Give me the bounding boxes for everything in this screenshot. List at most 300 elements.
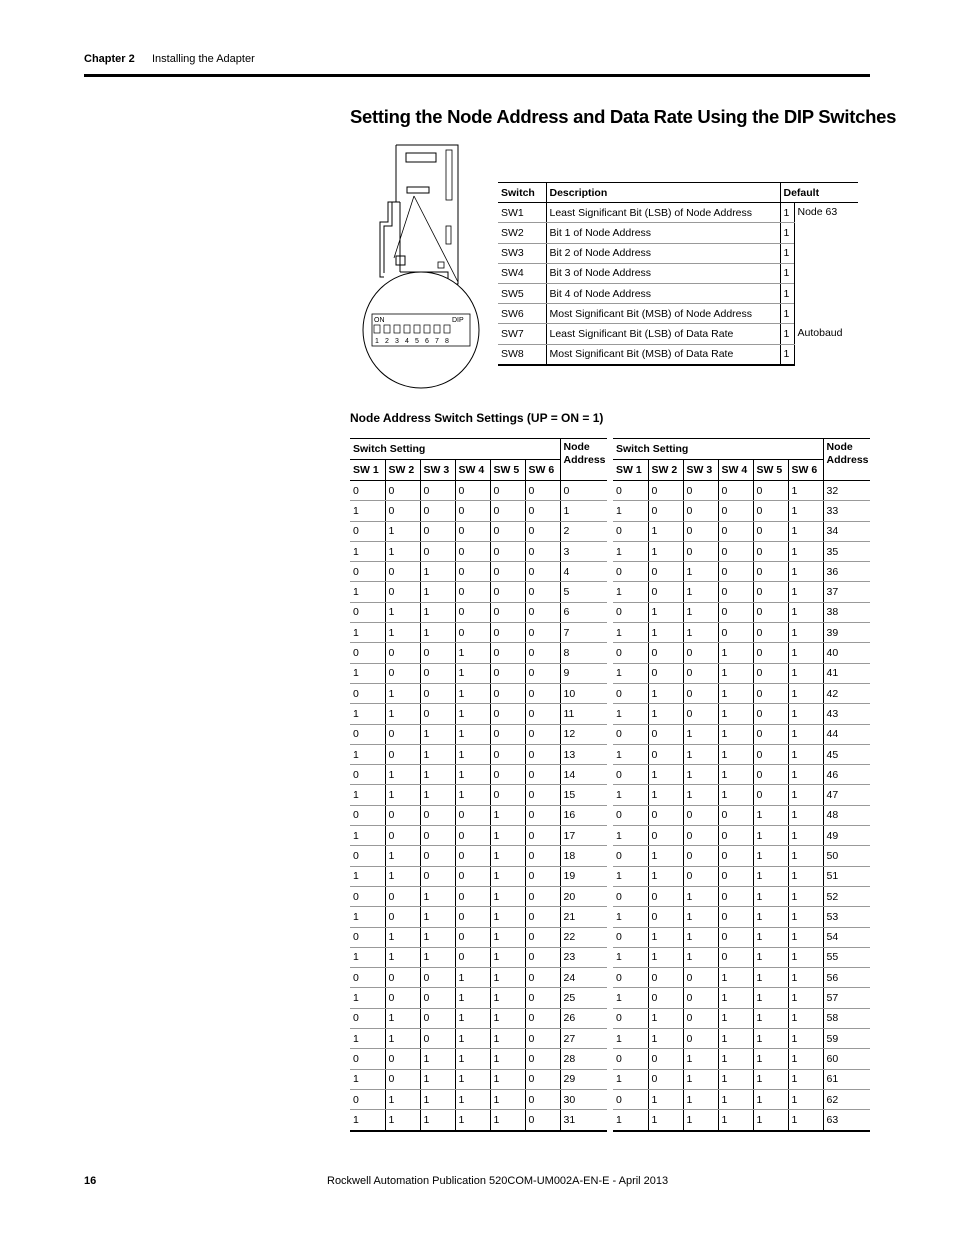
switch-value-cell: 1 — [718, 663, 753, 683]
switch-cell: SW8 — [498, 344, 546, 365]
switch-value-cell: 0 — [385, 582, 420, 602]
table-caption: Node Address Switch Settings (UP = ON = 1) — [350, 411, 604, 425]
switch-value-cell: 0 — [350, 846, 385, 866]
table-row — [498, 203, 858, 223]
switch-value-cell: 0 — [455, 846, 490, 866]
switch-value-cell: 0 — [385, 663, 420, 683]
switch-value-cell: 0 — [490, 602, 525, 622]
table-row — [350, 602, 607, 622]
switch-value-cell: 1 — [648, 541, 683, 561]
switch-value-cell: 1 — [648, 866, 683, 886]
switch-value-cell: 0 — [350, 683, 385, 703]
switch-value-cell: 1 — [788, 501, 823, 521]
node-address-cell: 29 — [560, 1069, 607, 1089]
switch-value-cell: 0 — [490, 765, 525, 785]
table-row — [613, 826, 870, 846]
switch-value-cell: 0 — [455, 481, 490, 501]
switch-value-cell: 0 — [490, 704, 525, 724]
switch-value-cell: 0 — [648, 988, 683, 1008]
switch-value-cell: 1 — [420, 1110, 455, 1131]
switch-value-cell: 1 — [455, 988, 490, 1008]
switch-value-cell: 1 — [753, 805, 788, 825]
table-row — [350, 724, 607, 744]
switch-value-cell: 1 — [385, 947, 420, 967]
node-address-cell: 50 — [823, 846, 870, 866]
description-cell: Least Significant Bit (LSB) of Node Address — [546, 203, 780, 223]
switch-value-cell: 0 — [613, 521, 648, 541]
switch-value-cell: 0 — [350, 1008, 385, 1028]
switch-value-cell: 1 — [455, 968, 490, 988]
switch-value-cell: 0 — [455, 826, 490, 846]
switch-value-cell: 1 — [788, 765, 823, 785]
switch-value-cell: 1 — [683, 765, 718, 785]
node-address-cell: 14 — [560, 765, 607, 785]
switch-value-cell: 1 — [648, 602, 683, 622]
table-row — [613, 683, 870, 703]
table-row — [613, 805, 870, 825]
switch-value-cell: 1 — [753, 947, 788, 967]
switch-value-cell: 0 — [490, 663, 525, 683]
switch-value-cell: 0 — [490, 623, 525, 643]
switch-value-cell: 1 — [420, 1089, 455, 1109]
switch-value-cell: 0 — [525, 785, 560, 805]
switch-value-cell: 1 — [385, 765, 420, 785]
switch-value-cell: 0 — [525, 582, 560, 602]
switch-value-cell: 0 — [385, 501, 420, 521]
switch-value-cell: 1 — [490, 1110, 525, 1131]
switch-value-cell: 1 — [613, 1029, 648, 1049]
switch-value-cell: 0 — [420, 501, 455, 521]
node-address-cell: 19 — [560, 866, 607, 886]
node-address-cell: 30 — [560, 1089, 607, 1109]
switch-value-cell: 0 — [753, 724, 788, 744]
node-address-cell: 55 — [823, 947, 870, 967]
table-row — [613, 1089, 870, 1109]
page-number: 16 — [84, 1175, 97, 1187]
switch-value-cell: 1 — [385, 927, 420, 947]
switch-value-cell: 1 — [490, 805, 525, 825]
node-address-cell: 35 — [823, 541, 870, 561]
switch-value-cell: 1 — [788, 602, 823, 622]
switch-value-cell: 0 — [648, 481, 683, 501]
switch-value-cell: 1 — [788, 866, 823, 886]
switch-value-cell: 1 — [788, 744, 823, 764]
switch-value-cell: 1 — [613, 663, 648, 683]
switch-value-cell: 1 — [648, 765, 683, 785]
switch-value-cell: 1 — [718, 683, 753, 703]
switch-value-cell: 1 — [420, 1049, 455, 1069]
switch-value-cell: 0 — [753, 623, 788, 643]
switch-value-cell: 0 — [350, 643, 385, 663]
node-address-cell: 8 — [560, 643, 607, 663]
node-address-cell: 3 — [560, 541, 607, 561]
table-row — [350, 1049, 607, 1069]
node-address-cell: 57 — [823, 988, 870, 1008]
switch-value-cell: 0 — [718, 501, 753, 521]
switch-value-cell: 1 — [788, 968, 823, 988]
switch-value-cell: 1 — [613, 866, 648, 886]
description-cell: Bit 3 of Node Address — [546, 263, 780, 283]
default-cell: 1 — [780, 283, 794, 303]
switch-value-cell: 0 — [525, 562, 560, 582]
switch-value-cell: 0 — [525, 927, 560, 947]
switch-value-cell: 0 — [648, 663, 683, 683]
switch-value-cell: 1 — [683, 602, 718, 622]
table-row — [613, 1069, 870, 1089]
switch-value-cell: 1 — [753, 968, 788, 988]
switch-value-cell: 0 — [385, 744, 420, 764]
switch-value-cell: 0 — [525, 1089, 560, 1109]
node-address-cell: 10 — [560, 683, 607, 703]
switch-value-cell: 1 — [753, 1089, 788, 1109]
switch-value-cell: 1 — [718, 1089, 753, 1109]
switch-value-cell: 0 — [683, 846, 718, 866]
node-address-cell: 63 — [823, 1110, 870, 1131]
switch-cell: SW1 — [498, 203, 546, 223]
switch-value-cell: 0 — [525, 1049, 560, 1069]
switch-value-cell: 1 — [350, 501, 385, 521]
switch-value-cell: 0 — [350, 765, 385, 785]
header-rule — [84, 74, 870, 77]
switch-value-cell: 0 — [490, 582, 525, 602]
node-address-cell: 56 — [823, 968, 870, 988]
switch-value-cell: 0 — [613, 1089, 648, 1109]
switch-value-cell: 0 — [525, 826, 560, 846]
switch-value-cell: 1 — [420, 947, 455, 967]
switch-value-cell: 1 — [788, 704, 823, 724]
section-label: Installing the Adapter — [152, 53, 255, 65]
switch-value-cell: 1 — [683, 1049, 718, 1069]
switch-value-cell: 1 — [753, 1069, 788, 1089]
switch-value-cell: 1 — [490, 1029, 525, 1049]
switch-value-cell: 0 — [525, 907, 560, 927]
switch-value-cell: 0 — [683, 501, 718, 521]
publication-footer: Rockwell Automation Publication 520COM-UM002A-EN-E - April 2013 — [327, 1175, 669, 1187]
switch-value-cell: 1 — [718, 988, 753, 1008]
switch-value-cell: 0 — [525, 886, 560, 906]
node-address-cell: 7 — [560, 623, 607, 643]
col-header: SW 6 — [788, 460, 823, 481]
switch-value-cell: 1 — [613, 623, 648, 643]
table-row — [613, 907, 870, 927]
table-row — [613, 1110, 870, 1131]
switch-value-cell: 1 — [613, 704, 648, 724]
switch-value-cell: 1 — [455, 785, 490, 805]
switch-value-cell: 1 — [613, 785, 648, 805]
col-header: SW 3 — [420, 460, 455, 481]
switch-value-cell: 0 — [753, 481, 788, 501]
switch-value-cell: 0 — [525, 602, 560, 622]
node-address-cell: 39 — [823, 623, 870, 643]
switch-value-cell: 1 — [455, 765, 490, 785]
switch-value-cell: 1 — [490, 826, 525, 846]
switch-value-cell: 1 — [350, 826, 385, 846]
switch-value-cell: 1 — [350, 785, 385, 805]
table-header-row — [613, 439, 870, 460]
table-row — [613, 744, 870, 764]
switch-value-cell: 0 — [420, 805, 455, 825]
switch-value-cell: 1 — [788, 623, 823, 643]
switch-value-cell: 0 — [753, 765, 788, 785]
table-row — [350, 521, 607, 541]
col-header: SW 5 — [490, 460, 525, 481]
switch-value-cell: 1 — [420, 602, 455, 622]
col-header: SW 4 — [455, 460, 490, 481]
switch-value-cell: 1 — [350, 988, 385, 1008]
switch-value-cell: 1 — [788, 1089, 823, 1109]
switch-value-cell: 1 — [718, 1069, 753, 1089]
switch-value-cell: 1 — [718, 1008, 753, 1028]
switch-value-cell: 0 — [613, 846, 648, 866]
switch-value-cell: 1 — [490, 988, 525, 1008]
switch-value-cell: 0 — [648, 582, 683, 602]
switch-value-cell: 0 — [455, 541, 490, 561]
switch-value-cell: 0 — [350, 927, 385, 947]
node-address-cell: 60 — [823, 1049, 870, 1069]
switch-value-cell: 1 — [683, 744, 718, 764]
switch-value-cell: 1 — [683, 562, 718, 582]
switch-value-cell: 0 — [613, 724, 648, 744]
switch-value-cell: 1 — [648, 521, 683, 541]
node-address-cell: 40 — [823, 643, 870, 663]
switch-value-cell: 1 — [490, 907, 525, 927]
switch-setting-header: Switch Setting — [613, 439, 823, 460]
switch-value-cell: 0 — [420, 521, 455, 541]
switch-value-cell: 1 — [350, 744, 385, 764]
switch-value-cell: 1 — [490, 1049, 525, 1069]
switch-value-cell: 1 — [490, 927, 525, 947]
col-header: Description — [546, 183, 780, 203]
switch-value-cell: 1 — [613, 744, 648, 764]
switch-value-cell: 0 — [683, 968, 718, 988]
switch-value-cell: 1 — [683, 947, 718, 967]
switch-value-cell: 0 — [455, 582, 490, 602]
switch-value-cell: 1 — [350, 704, 385, 724]
node-address-cell: 46 — [823, 765, 870, 785]
switch-value-cell: 1 — [613, 947, 648, 967]
table-row — [350, 744, 607, 764]
switch-value-cell: 1 — [788, 1008, 823, 1028]
node-address-cell: 54 — [823, 927, 870, 947]
switch-value-cell: 0 — [420, 704, 455, 724]
switch-value-cell: 1 — [718, 1110, 753, 1131]
switch-value-cell: 0 — [525, 521, 560, 541]
description-cell: Most Significant Bit (MSB) of Data Rate — [546, 344, 780, 365]
switch-value-cell: 0 — [753, 785, 788, 805]
table-row — [613, 704, 870, 724]
dip-number: 1 — [375, 338, 379, 345]
switch-value-cell: 0 — [350, 562, 385, 582]
switch-value-cell: 0 — [613, 765, 648, 785]
default-cell: 1 — [780, 223, 794, 243]
switch-value-cell: 0 — [385, 562, 420, 582]
table-row — [350, 846, 607, 866]
table-row — [613, 1008, 870, 1028]
node-address-cell: 28 — [560, 1049, 607, 1069]
col-header: SW 3 — [683, 460, 718, 481]
node-address-cell: 15 — [560, 785, 607, 805]
switch-value-cell: 1 — [683, 582, 718, 602]
switch-value-cell: 1 — [788, 1069, 823, 1089]
switch-value-cell: 1 — [648, 927, 683, 947]
switch-value-cell: 1 — [788, 947, 823, 967]
switch-value-cell: 1 — [350, 1110, 385, 1131]
switch-value-cell: 0 — [525, 623, 560, 643]
switch-value-cell: 0 — [385, 724, 420, 744]
switch-value-cell: 0 — [648, 886, 683, 906]
switch-value-cell: 1 — [455, 744, 490, 764]
switch-value-cell: 1 — [350, 541, 385, 561]
switch-value-cell: 0 — [718, 866, 753, 886]
switch-value-cell: 1 — [788, 643, 823, 663]
switch-value-cell: 1 — [788, 724, 823, 744]
switch-value-cell: 1 — [788, 582, 823, 602]
table-row — [613, 1049, 870, 1069]
switch-value-cell: 0 — [490, 724, 525, 744]
switch-value-cell: 1 — [385, 1008, 420, 1028]
switch-value-cell: 0 — [525, 1008, 560, 1028]
table-row — [350, 1110, 607, 1131]
switch-value-cell: 0 — [753, 582, 788, 602]
node-address-cell: 41 — [823, 663, 870, 683]
switch-value-cell: 1 — [385, 1029, 420, 1049]
switch-value-cell: 0 — [455, 602, 490, 622]
node-address-cell: 34 — [823, 521, 870, 541]
node-address-cell: 27 — [560, 1029, 607, 1049]
switch-value-cell: 0 — [420, 988, 455, 1008]
table-row — [613, 765, 870, 785]
node-address-cell: 5 — [560, 582, 607, 602]
node-address-cell: 2 — [560, 521, 607, 541]
table-row — [613, 1029, 870, 1049]
switch-value-cell: 0 — [490, 481, 525, 501]
switch-value-cell: 0 — [718, 907, 753, 927]
table-row — [613, 968, 870, 988]
switch-value-cell: 1 — [420, 907, 455, 927]
switch-value-cell: 0 — [613, 602, 648, 622]
col-header: Switch — [498, 183, 546, 203]
switch-cell: SW7 — [498, 324, 546, 344]
switch-value-cell: 1 — [718, 704, 753, 724]
table-row — [613, 643, 870, 663]
switch-value-cell: 0 — [385, 1049, 420, 1069]
switch-value-cell: 0 — [525, 501, 560, 521]
table-row — [613, 724, 870, 744]
switch-value-cell: 1 — [385, 623, 420, 643]
switch-value-cell: 0 — [525, 481, 560, 501]
switch-value-cell: 0 — [385, 1069, 420, 1089]
switch-value-cell: 1 — [683, 1089, 718, 1109]
switch-value-cell: 0 — [683, 481, 718, 501]
switch-value-cell: 0 — [490, 541, 525, 561]
switch-value-cell: 1 — [613, 826, 648, 846]
switch-value-cell: 0 — [455, 947, 490, 967]
switch-value-cell: 0 — [525, 947, 560, 967]
switch-value-cell: 0 — [683, 1029, 718, 1049]
table-header-row — [498, 183, 858, 203]
switch-value-cell: 0 — [753, 643, 788, 663]
switch-value-cell: 1 — [420, 562, 455, 582]
table-row — [350, 805, 607, 825]
node-address-cell: 18 — [560, 846, 607, 866]
switch-value-cell: 1 — [490, 968, 525, 988]
switch-value-cell: 0 — [455, 805, 490, 825]
table-row — [350, 927, 607, 947]
switch-value-cell: 1 — [455, 1089, 490, 1109]
switch-value-cell: 1 — [788, 521, 823, 541]
node-address-cell: 1 — [560, 501, 607, 521]
node-address-cell: 37 — [823, 582, 870, 602]
switch-value-cell: 0 — [613, 886, 648, 906]
switch-value-cell: 0 — [753, 541, 788, 561]
switch-value-cell: 0 — [613, 805, 648, 825]
table-row — [350, 826, 607, 846]
switch-value-cell: 1 — [613, 582, 648, 602]
node-address-cell: 26 — [560, 1008, 607, 1028]
switch-value-cell: 1 — [753, 907, 788, 927]
switch-value-cell: 1 — [753, 886, 788, 906]
switch-value-cell: 0 — [648, 1049, 683, 1069]
node-address-cell: 24 — [560, 968, 607, 988]
switch-value-cell: 0 — [683, 704, 718, 724]
switch-value-cell: 0 — [385, 826, 420, 846]
switch-value-cell: 0 — [718, 805, 753, 825]
dip-number: 3 — [395, 338, 399, 345]
switch-value-cell: 1 — [683, 724, 718, 744]
switch-setting-header: Switch Setting — [350, 439, 560, 460]
table-header-row — [350, 439, 607, 460]
node-address-cell: 12 — [560, 724, 607, 744]
switch-value-cell: 1 — [683, 886, 718, 906]
switch-value-cell: 0 — [420, 643, 455, 663]
table-row — [350, 1029, 607, 1049]
switch-value-cell: 0 — [525, 805, 560, 825]
switch-value-cell: 0 — [455, 623, 490, 643]
node-address-cell: 49 — [823, 826, 870, 846]
col-header: SW 2 — [385, 460, 420, 481]
switch-value-cell: 1 — [613, 1069, 648, 1089]
default-cell: 1 — [780, 203, 794, 223]
node-address-cell: 44 — [823, 724, 870, 744]
switch-value-cell: 0 — [420, 1008, 455, 1028]
switch-value-cell: 1 — [455, 643, 490, 663]
default-note-node-address: Node 63 — [794, 203, 858, 324]
switch-value-cell: 1 — [490, 1089, 525, 1109]
switch-value-cell: 1 — [490, 947, 525, 967]
table-row — [350, 988, 607, 1008]
switch-value-cell: 0 — [490, 521, 525, 541]
node-address-cell: 6 — [560, 602, 607, 622]
table-row — [350, 562, 607, 582]
switch-value-cell: 0 — [683, 988, 718, 1008]
switch-value-cell: 0 — [718, 481, 753, 501]
table-row — [613, 481, 870, 501]
switch-value-cell: 1 — [490, 1008, 525, 1028]
switch-value-cell: 0 — [455, 866, 490, 886]
running-header — [84, 53, 255, 65]
switch-value-cell: 0 — [455, 927, 490, 947]
switch-value-cell: 1 — [648, 785, 683, 805]
switch-value-cell: 0 — [455, 521, 490, 541]
switch-value-cell: 0 — [385, 886, 420, 906]
switch-value-cell: 1 — [455, 683, 490, 703]
switch-value-cell: 0 — [525, 846, 560, 866]
node-address-cell: 21 — [560, 907, 607, 927]
switch-value-cell: 0 — [385, 805, 420, 825]
switch-value-cell: 1 — [683, 785, 718, 805]
col-header: SW 6 — [525, 460, 560, 481]
description-cell: Bit 2 of Node Address — [546, 243, 780, 263]
